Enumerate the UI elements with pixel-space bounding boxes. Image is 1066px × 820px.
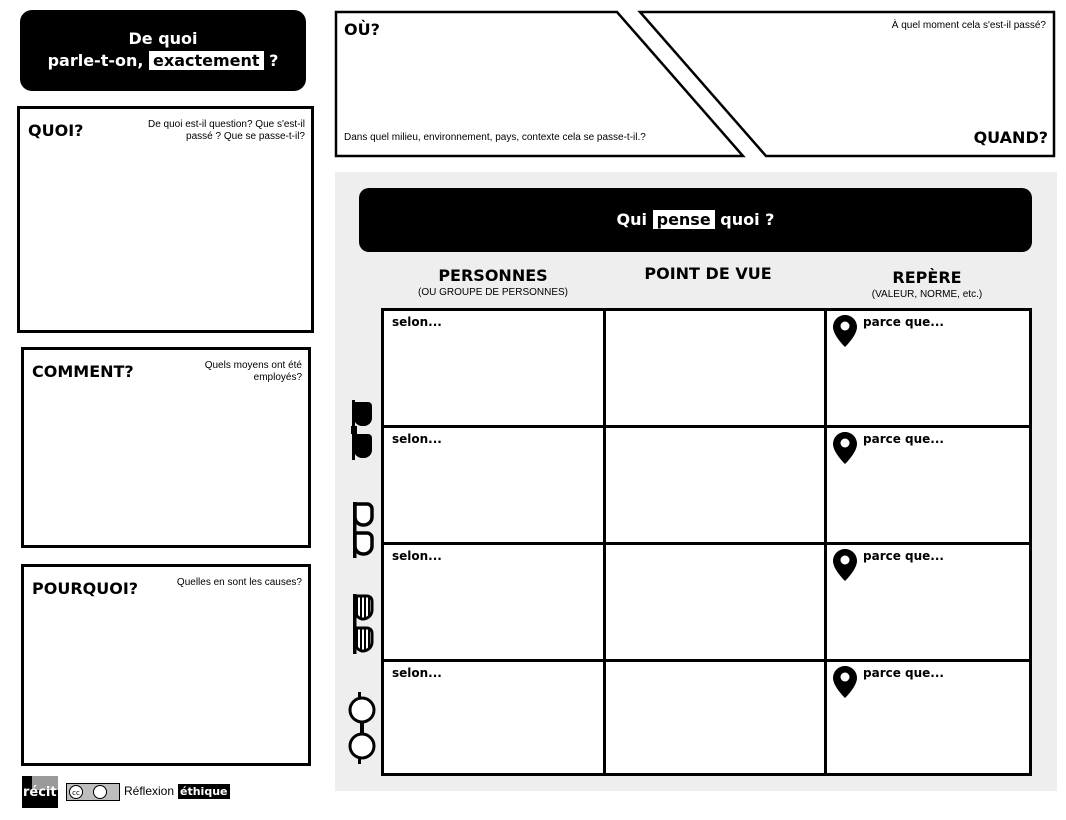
selon-text: selon... xyxy=(392,432,442,446)
comment-label: COMMENT? xyxy=(32,362,134,381)
footer-ethique-badge: éthique xyxy=(180,785,228,798)
quoi-panel[interactable] xyxy=(17,106,314,333)
table-cell-repere[interactable] xyxy=(827,428,1032,545)
opinion-table xyxy=(381,308,1032,776)
column-sub-repere: (VALEUR, NORME, etc.) xyxy=(871,289,983,300)
cc-icon: cc xyxy=(69,785,83,799)
parce-que-text: parce que... xyxy=(863,432,944,446)
striped-glasses-icon xyxy=(348,592,378,658)
column-title-personnes: PERSONNES xyxy=(438,266,548,285)
title-line-1: De quoi xyxy=(128,29,198,48)
recit-logo xyxy=(22,776,58,808)
comment-panel[interactable] xyxy=(21,347,311,548)
pourquoi-panel[interactable] xyxy=(21,564,311,766)
title-highlight: exactement xyxy=(149,51,264,70)
quand-question: À quel moment cela s'est-il passé? xyxy=(891,20,1046,31)
location-pin-icon xyxy=(833,432,857,464)
column-header-personnes xyxy=(383,266,603,298)
ou-label: OÙ? xyxy=(344,20,380,39)
table-cell-personnes[interactable] xyxy=(384,428,606,545)
column-header-repere xyxy=(823,268,1031,300)
table-cell-repere[interactable] xyxy=(827,311,1032,428)
table-cell-point-de-vue[interactable] xyxy=(606,545,827,662)
parce-que-text: parce que... xyxy=(863,666,944,680)
column-title-repere: REPÈRE xyxy=(892,268,962,287)
parce-que-text: parce que... xyxy=(863,549,944,563)
title-line-2 xyxy=(20,50,306,72)
ou-question: Dans quel milieu, environnement, pays, contexte cela se passe-t-il.? xyxy=(344,132,646,143)
eyeglasses-icon xyxy=(348,500,378,560)
footer-reflexion-text: Réflexion xyxy=(124,784,175,798)
title-line-2-suffix: ? xyxy=(269,51,279,70)
location-pin-icon xyxy=(833,315,857,347)
comment-question: Quels moyens ont été employés? xyxy=(204,360,302,383)
qpq-highlight: pense xyxy=(653,210,715,229)
selon-text: selon... xyxy=(392,315,442,329)
table-cell-repere[interactable] xyxy=(827,662,1032,776)
selon-text: selon... xyxy=(392,549,442,563)
table-cell-personnes[interactable] xyxy=(384,311,606,428)
qpq-suffix: quoi ? xyxy=(720,210,775,229)
recit-logo-text: récit xyxy=(23,785,57,800)
column-header-point-de-vue xyxy=(603,264,813,283)
qpq-prefix: Qui xyxy=(616,210,648,229)
selon-text: selon... xyxy=(392,666,442,680)
column-sub-personnes: (OU GROUPE DE PERSONNES) xyxy=(417,287,569,298)
page-title xyxy=(20,10,306,91)
quoi-question: De quoi est-il question? Que s'est-il passé ? Que se passe-t-il? xyxy=(148,119,305,142)
sunglasses-icon xyxy=(348,398,378,464)
creative-commons-badge xyxy=(66,783,120,801)
qui-pense-quoi-title xyxy=(359,188,1032,252)
table-cell-point-de-vue[interactable] xyxy=(606,662,827,776)
pourquoi-question: Quelles en sont les causes? xyxy=(176,577,302,588)
table-cell-point-de-vue[interactable] xyxy=(606,428,827,545)
round-glasses-icon xyxy=(348,690,378,766)
quoi-label: QUOI? xyxy=(28,121,84,140)
table-cell-repere[interactable] xyxy=(827,545,1032,662)
location-pin-icon xyxy=(833,666,857,698)
title-line-2-prefix: parle-t-on, xyxy=(47,51,144,70)
quand-label: QUAND? xyxy=(973,128,1048,147)
column-title-point-de-vue: POINT DE VUE xyxy=(644,264,772,283)
pourquoi-label: POURQUOI? xyxy=(32,579,139,598)
table-cell-personnes[interactable] xyxy=(384,545,606,662)
table-cell-point-de-vue[interactable] xyxy=(606,311,827,428)
attribution-icon xyxy=(93,785,107,799)
table-cell-personnes[interactable] xyxy=(384,662,606,776)
location-pin-icon xyxy=(833,549,857,581)
parce-que-text: parce que... xyxy=(863,315,944,329)
